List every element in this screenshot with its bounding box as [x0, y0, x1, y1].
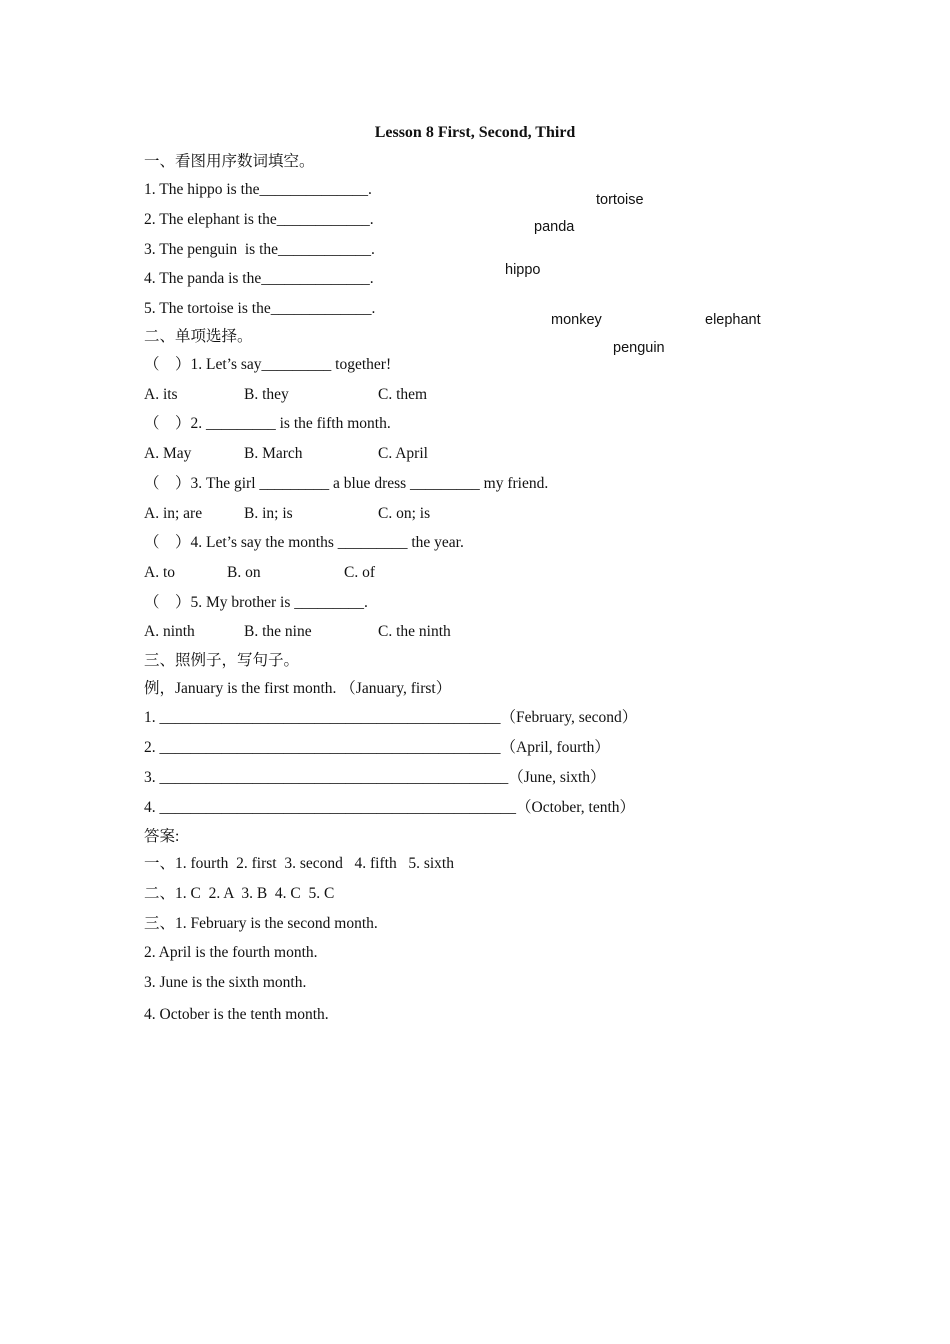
section3-item-2: 2. ____________________________________________（April, fourth） [144, 739, 610, 756]
question-4-option-c: C. of [344, 564, 375, 581]
question-4-option-b: B. on [227, 564, 261, 581]
answers-line-1: 一、1. fourth 2. first 3. second 4. fifth 5. sixth [144, 855, 454, 872]
answers-heading: 答案: [144, 828, 180, 845]
section1-item-5: 5. The tortoise is the_____________. [144, 300, 376, 317]
answers-line-4: 2. April is the fourth month. [144, 944, 318, 961]
section1-item-4: 4. The panda is the______________. [144, 270, 374, 287]
question-5-option-b: B. the nine [244, 623, 312, 640]
question-5-stem: （ ）5. My brother is _________. [144, 594, 368, 611]
animal-label-elephant: elephant [705, 312, 761, 328]
section3-heading: 三、照例子，写句子。 [144, 652, 300, 669]
answers-line-5: 3. June is the sixth month. [144, 974, 307, 991]
question-3-stem: （ ）3. The girl _________ a blue dress _________ my friend. [144, 475, 549, 492]
section1-heading: 一、看图用序数词填空。 [144, 153, 315, 170]
question-1-option-a: A. its [144, 386, 178, 403]
question-2-stem: （ ）2. _________ is the fifth month. [144, 415, 391, 432]
animal-label-hippo: hippo [505, 262, 541, 278]
section3-example: 例，January is the first month. （January, first） [144, 680, 452, 697]
section1-item-3: 3. The penguin is the____________. [144, 241, 375, 258]
question-4-stem: （ ）4. Let’s say the months _________ the year. [144, 534, 464, 551]
question-5-option-a: A. ninth [144, 623, 195, 640]
animal-label-monkey: monkey [551, 312, 602, 328]
section3-item-4: 4. ______________________________________________（October, tenth） [144, 799, 636, 816]
answers-line-6: 4. October is the tenth month. [144, 1006, 329, 1023]
page-title: Lesson 8 First, Second, Third [374, 124, 576, 141]
section3-item-1: 1. ____________________________________________（February, second） [144, 709, 638, 726]
answers-line-2: 二、1. C 2. A 3. B 4. C 5. C [144, 885, 335, 902]
section1-item-1: 1. The hippo is the______________. [144, 181, 372, 198]
section2-heading: 二、单项选择。 [144, 328, 253, 345]
question-2-option-b: B. March [244, 445, 303, 462]
section1-item-2: 2. The elephant is the____________. [144, 211, 374, 228]
question-3-option-c: C. on; is [378, 505, 431, 522]
animal-label-panda: panda [534, 219, 575, 235]
animal-label-penguin: penguin [613, 340, 665, 356]
section3-item-3: 3. _____________________________________________（June, sixth） [144, 769, 606, 786]
question-5-option-c: C. the ninth [378, 623, 451, 640]
question-2-option-a: A. May [144, 445, 192, 462]
animal-label-tortoise: tortoise [596, 192, 644, 208]
question-1-option-c: C. them [378, 386, 428, 403]
question-3-option-b: B. in; is [244, 505, 293, 522]
question-4-option-a: A. to [144, 564, 175, 581]
question-1-stem: （ ）1. Let’s say_________ together! [144, 356, 392, 373]
question-1-option-b: B. they [244, 386, 289, 403]
question-3-option-a: A. in; are [144, 505, 203, 522]
answers-line-3: 三、1. February is the second month. [144, 915, 378, 932]
question-2-option-c: C. April [378, 445, 428, 462]
